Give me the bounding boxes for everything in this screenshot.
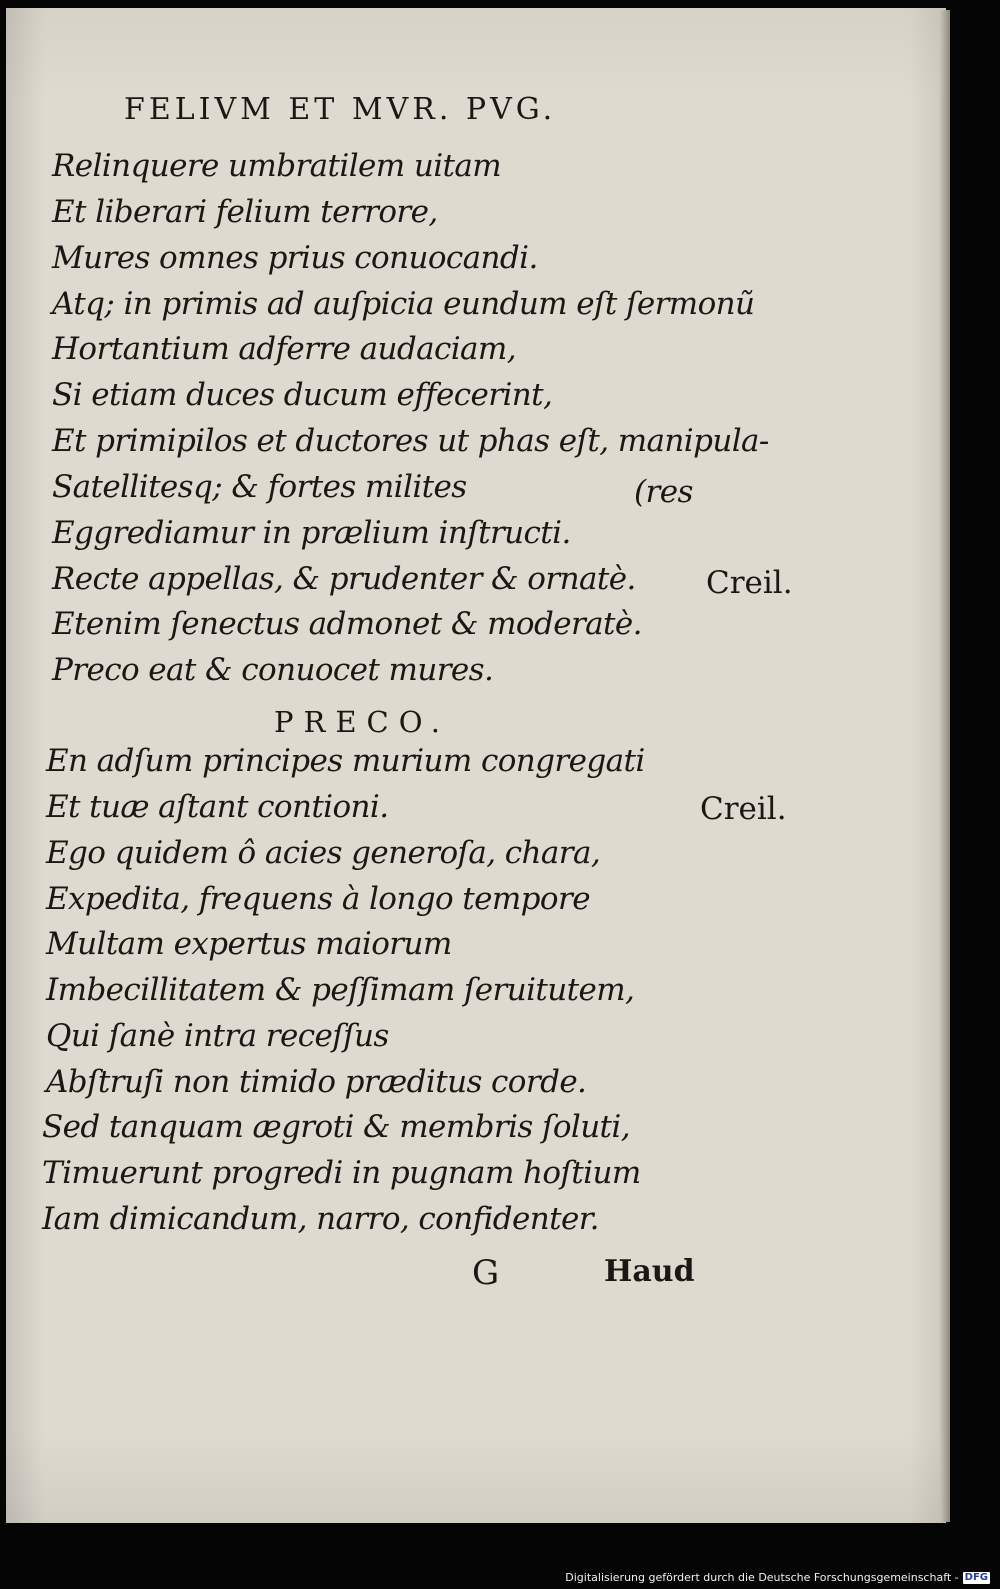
verse-line: En adſum principes murium congregati — [46, 743, 645, 779]
dfg-logo-icon: DFG — [964, 1571, 988, 1583]
verse-line: Preco eat & conuocet mures. — [52, 652, 494, 688]
catchword: Haud — [604, 1254, 695, 1289]
page-edge — [940, 10, 950, 1522]
verse-line: Qui ſanè intra receſſus — [46, 1018, 389, 1054]
speaker-label: Creil. — [700, 791, 787, 827]
verse-line: Etenim ſenectus admonet & moderatè. — [52, 606, 642, 642]
signature-mark: G — [472, 1253, 500, 1293]
verse-line: Imbecillitatem & peſſimam ſeruitutem, — [46, 972, 635, 1008]
verse-line: Atq; in primis ad auſpicia eundum eſt ſermonũ — [52, 286, 755, 322]
digitization-credit — [565, 1571, 990, 1584]
running-head: FELIVM ET MVR. PVG. — [124, 92, 557, 127]
verse-line: Ego quidem ô acies generoſa, chara, — [46, 835, 601, 871]
verse-line: Satellitesq; & fortes milites — [52, 469, 467, 505]
verse-line: Et liberari felium terrore, — [52, 194, 438, 230]
verse-line: Eggrediamur in prælium inſtructi. — [52, 515, 571, 551]
verse-line: Iam dimicandum, narro, confidenter. — [42, 1201, 599, 1237]
verse-line: Multam expertus maiorum — [46, 926, 452, 962]
credit-text: Digitalisierung gefördert durch die Deutsche Forschungsgemeinschaft - — [565, 1571, 959, 1584]
verse-turnover: (res — [634, 474, 693, 510]
verse-line: Et tuæ aſtant contioni. — [46, 789, 389, 825]
verse-line: Sed tanquam ægroti & membris ſoluti, — [42, 1109, 630, 1145]
verse-line: Timuerunt progredi in pugnam hoſtium — [42, 1155, 641, 1191]
verse-line: Mures omnes prius conuocandi. — [52, 240, 538, 276]
verse-line: Et primipilos et ductores ut phas eſt, manipula- — [52, 423, 769, 459]
book-page — [6, 8, 946, 1523]
speaker-label: Creil. — [706, 565, 793, 601]
verse-line: Expedita, frequens à longo tempore — [46, 881, 590, 917]
verse-line: Recte appellas, & prudenter & ornatè. — [52, 561, 636, 597]
verse-line: Relinquere umbratilem uitam — [52, 148, 502, 184]
verse-line: Si etiam duces ducum effecerint, — [52, 377, 553, 413]
verse-line: Abſtruſi non timido præditus corde. — [46, 1064, 587, 1100]
verse-line: Hortantium adferre audaciam, — [52, 331, 516, 367]
section-heading: PRECO. — [274, 705, 450, 739]
